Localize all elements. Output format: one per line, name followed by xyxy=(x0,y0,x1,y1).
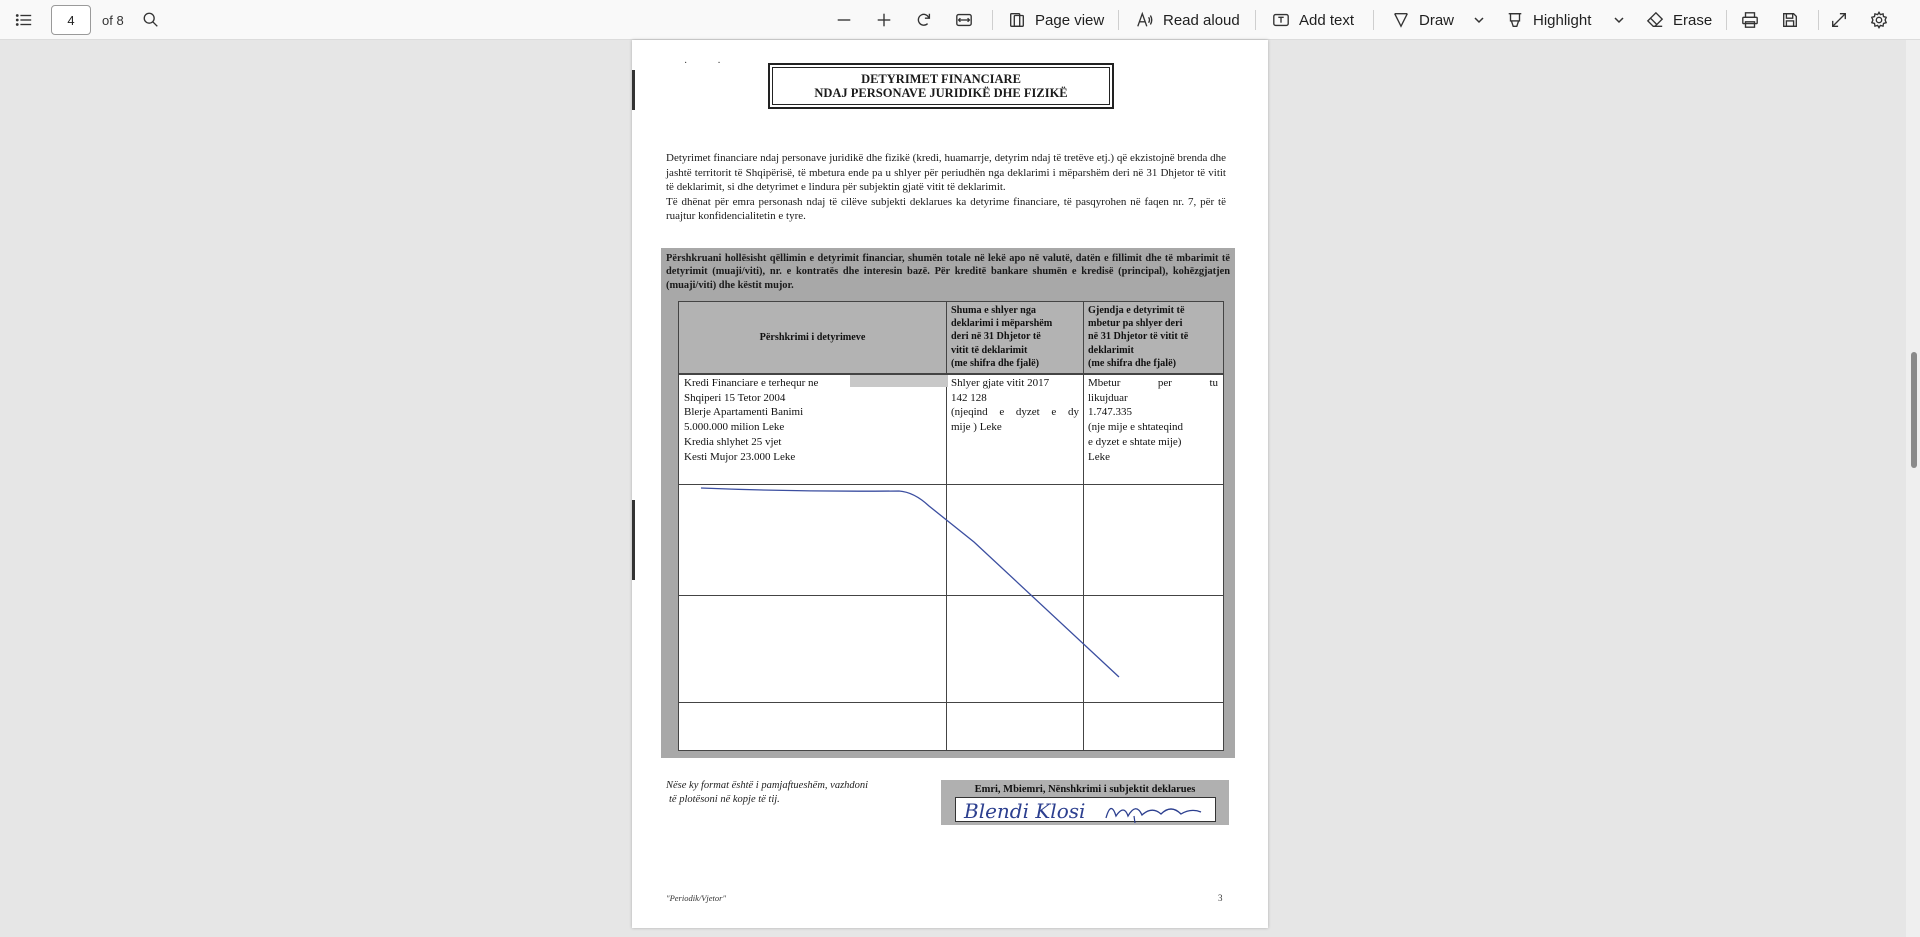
pen-icon xyxy=(1391,10,1411,30)
handwritten-signature xyxy=(956,798,1217,823)
highlight-button[interactable] xyxy=(1505,0,1591,40)
gear-icon xyxy=(1869,10,1889,30)
page-view-label: Page view xyxy=(1035,11,1105,29)
scan-dots: ·· xyxy=(684,58,751,69)
separator xyxy=(1255,10,1256,30)
erase-button[interactable] xyxy=(1645,0,1712,40)
erase-label: Erase xyxy=(1673,11,1713,29)
chevron-down-icon xyxy=(1469,10,1489,30)
pdf-toolbar xyxy=(0,0,1920,40)
fit-to-width-button[interactable] xyxy=(954,0,974,40)
save-icon xyxy=(1780,10,1800,30)
note-line: të plotësoni në kopje të tij. xyxy=(669,793,780,805)
read-aloud-button[interactable] xyxy=(1135,0,1240,40)
minus-icon xyxy=(834,10,854,30)
cell-line: Kredia shlyhet 25 vjet xyxy=(684,435,782,448)
column-header-label: Përshkrimi i detyrimeve xyxy=(759,331,866,343)
rotate-icon xyxy=(914,10,934,30)
highlight-options-button[interactable] xyxy=(1609,0,1629,40)
fit-width-icon xyxy=(954,10,974,30)
separator xyxy=(1118,10,1119,30)
print-button[interactable] xyxy=(1740,0,1760,40)
instructions-text: Përshkruani hollësisht qëllimin e detyrimit financiar, shumën totale në lekë apo në valutë, datën e fillimit dhe të mbarimit të detyrimit (muaji/viti), nr. e kontratës dhe interesin bazë. Për kreditë bankare shumën e kredisë (principal), kohëzgjatjen (muaji/viti) dhe këstit mujor. xyxy=(666,253,1230,291)
footer-period: "Periodik/Vjetor" xyxy=(666,893,727,903)
cell-line: 5.000.000 milion Leke xyxy=(684,421,785,434)
cell-line: Kesti Mujor 23.000 Leke xyxy=(684,450,796,463)
header-line: deklarimi i mëparshëm xyxy=(951,318,1053,330)
intro-text xyxy=(666,151,1226,224)
cell-line: Shqiperi 15 Tetor 2004 xyxy=(684,391,786,404)
read-aloud-label: Read aloud xyxy=(1163,11,1240,29)
draw-options-button[interactable] xyxy=(1469,0,1489,40)
highlight-label: Highlight xyxy=(1533,11,1592,29)
intro-paragraph: Detyrimet financiare ndaj personave juridikë dhe fizikë (kredi, huamarrje, detyrim ndaj të tretëve etj.) që ekzistojnë brenda dhe jashtë territorit të Shqipërisë, të mbetura ende pa u shlyer për periudhën nga deklarimi i mëparshëm deri në 31 Dhjetor të vitit të deklarimit, si dhe detyrimet e lindura për subjektin gjatë vitit të deklarimit. xyxy=(666,152,1226,194)
cell-line: e dyzet e shtate mije) xyxy=(1088,435,1182,448)
page-view-button[interactable] xyxy=(1007,0,1104,40)
page-footer-number: 3 xyxy=(1218,893,1223,903)
signature-label: Emri, Mbiemri, Nënshkrimi i subjektit deklarues xyxy=(974,784,1196,795)
rotate-button[interactable] xyxy=(914,0,934,40)
separator xyxy=(1726,10,1727,30)
header-line: vitit të deklarimit xyxy=(951,344,1028,356)
highlighter-icon xyxy=(1505,10,1525,30)
save-button[interactable] xyxy=(1780,0,1800,40)
strike-through-line xyxy=(679,302,1223,750)
header-line: në 31 Dhjetor të vitit të xyxy=(1088,331,1189,343)
header-line: Shuma e shlyer nga xyxy=(951,305,1037,316)
separator xyxy=(992,10,993,30)
search-icon xyxy=(141,10,161,30)
plus-icon xyxy=(874,10,894,30)
draw-button[interactable] xyxy=(1391,0,1454,40)
signature-name: Blendi Klosi xyxy=(964,799,1086,823)
printer-icon xyxy=(1740,10,1760,30)
pdf-page xyxy=(632,40,1268,928)
cell-line: 1.747.335 xyxy=(1088,406,1132,419)
page-number-input[interactable]: 4 xyxy=(51,5,91,35)
zoom-in-button[interactable] xyxy=(874,0,894,40)
contents-button[interactable] xyxy=(14,0,34,40)
zoom-out-button[interactable] xyxy=(834,0,854,40)
cell-line: Shlyer gjate vitit 2017 xyxy=(951,377,1050,389)
header-line: deri në 31 Dhjetor të xyxy=(951,331,1041,343)
header-line: (me shifra dhe fjalë) xyxy=(1088,357,1176,369)
header-line: (me shifra dhe fjalë) xyxy=(951,357,1039,369)
note-line: Nëse ky format është i pamjaftueshëm, vazhdoni xyxy=(666,780,869,791)
document-title-box xyxy=(768,63,1114,109)
cell-line: Mbetur per tu xyxy=(1088,377,1218,389)
scan-artifact xyxy=(632,500,635,580)
liabilities-table xyxy=(678,301,1224,751)
expand-icon xyxy=(1829,10,1849,30)
scan-artifact xyxy=(632,70,635,110)
text-box-icon xyxy=(1271,10,1291,30)
title-line-2: NDAJ PERSONAVE JURIDIKË DHE FIZIKË xyxy=(814,86,1068,100)
signature-block xyxy=(941,780,1229,825)
header-line: Gjendja e detyrimit të xyxy=(1088,305,1185,316)
cell-line: Blerje Apartamenti Banimi xyxy=(684,406,804,419)
cell-line: likujduar xyxy=(1088,391,1128,404)
settings-button[interactable] xyxy=(1869,0,1889,40)
vertical-scrollbar[interactable] xyxy=(1906,40,1920,937)
intro-paragraph: Të dhënat për emra personash ndaj të cilëve subjekti deklarues ka detyrime financiare, të pasqyrohen në faqen nr. 7, për të ruajtur konfidencialitetin e tyre. xyxy=(666,195,1226,223)
separator xyxy=(1818,10,1819,30)
draw-label: Draw xyxy=(1419,11,1455,29)
cell-line: (njeqind e dyzet e dy xyxy=(951,406,1079,419)
full-screen-button[interactable] xyxy=(1829,0,1849,40)
separator xyxy=(1373,10,1374,30)
list-icon xyxy=(14,10,34,30)
cell-line: 142 128 xyxy=(951,391,987,404)
page-view-icon xyxy=(1007,10,1027,30)
add-text-button[interactable] xyxy=(1271,0,1354,40)
find-button[interactable] xyxy=(141,0,161,40)
page-total-label: of 8 xyxy=(102,12,124,28)
cell-line: Leke xyxy=(1088,450,1110,463)
signature-field xyxy=(955,797,1216,822)
header-line: deklarimit xyxy=(1088,344,1134,356)
read-aloud-icon xyxy=(1135,10,1155,30)
eraser-icon xyxy=(1645,10,1665,30)
add-text-label: Add text xyxy=(1299,11,1355,29)
title-line-1: DETYRIMET FINANCIARE xyxy=(861,72,1021,86)
continuation-note xyxy=(666,779,868,806)
cell-line: Kredi Financiare e terhequr ne xyxy=(684,377,819,389)
chevron-down-icon xyxy=(1609,10,1629,30)
scrollbar-thumb[interactable] xyxy=(1911,352,1917,468)
cell-line: mije ) Leke xyxy=(951,421,1002,434)
header-line: mbetur pa shlyer deri xyxy=(1088,318,1183,330)
cell-line: (nje mije e shtateqind xyxy=(1088,421,1183,434)
